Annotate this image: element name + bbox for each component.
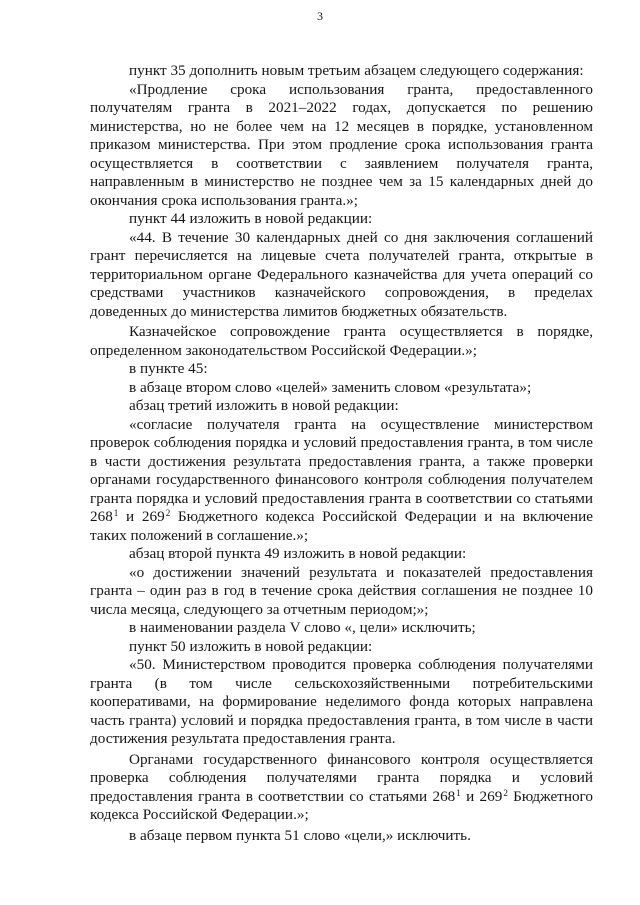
paragraph xyxy=(90,751,593,825)
paragraph: абзац третий изложить в новой редакции: xyxy=(129,397,399,414)
paragraph: пункт 35 дополнить новым третьим абзацем следующего содержания: xyxy=(129,62,584,79)
superscript: 1 xyxy=(113,508,119,518)
paragraph: в абзаце первом пункта 51 слово «цели,» исключить. xyxy=(129,826,471,844)
paragraph: «о достижении значений результата и показателей предоставления гранта – один раз в год в течение срока действия соглашения не позднее 10 числа месяца, следующего за отчетным периодом;»; xyxy=(90,563,593,618)
text-run: Бюджетного кодекса Российской Федерации.»; xyxy=(90,787,593,823)
superscript: 1 xyxy=(456,787,461,798)
paragraph: «44. В течение 30 календарных дней со дня заключения соглашений грант перечисляется на лицевые счета получателей гранта, открытые в территориальном органе Федерального казначейства для учета операций со средствами участников казначейского сопровождения, в пределах доведенных до министерства лимитов бюджетных обязательств. xyxy=(90,228,593,320)
superscript: 2 xyxy=(165,508,171,518)
paragraph: в абзаце втором слово «целей» заменить словом «результата»; xyxy=(129,378,532,396)
page-number: 3 xyxy=(317,9,323,23)
paragraph: в наименовании раздела V слово «, цели» исключить; xyxy=(129,619,476,636)
paragraph xyxy=(90,416,593,546)
superscript: 2 xyxy=(503,787,508,798)
paragraph: пункт 50 изложить в новой редакции: xyxy=(129,637,373,655)
paragraph: «Продление срока использования гранта, предоставленного получателям гранта в 2021–2022 годах, допускается по решению министерства, но не более чем на 12 месяцев в порядке, установленном приказом министерства. При этом продление срока использования гранта осуществляется в соответствии с заявлением получателя гранта, направленным в министерство не позднее чем за 15 календарных дней до окончания срока использования гранта.»; xyxy=(90,80,593,209)
text-run: Органами государственного финансового контроля осуществляется проверка соблюдения получателями гранта порядка и условий предоставления гранта в соответствии со статьями 268 xyxy=(90,750,593,805)
document-body xyxy=(90,62,593,845)
paragraph: «50. Министерством проводится проверка соблюдения получателями гранта (в том числе сельскохозяйственными потребительскими кооперативами, на формирование неделимого фонда которых направлена часть гранта) условий и порядка предоставления гранта, в том числе в части достижения результата предоставления гранта. xyxy=(90,656,593,747)
text-run: Бюджетного кодекса Российской Федерации и на включение таких положений в соглашение.»; xyxy=(90,508,593,544)
paragraph: Казначейское сопровождение гранта осуществляется в порядке, определенном законодательством Российской Федерации.»; xyxy=(90,323,593,359)
paragraph: в пункте 45: xyxy=(129,360,208,377)
text-run: «согласие получателя гранта на осуществление министерством проверок соблюдения порядка и условий предоставления гранта, в том числе в части достижения результата предоставления гранта, а также проверки органами государственного финансового контроля соблюдения получателем гранта порядка и условий предоставления гранта в соответствии со статьями 268 xyxy=(90,415,593,525)
paragraph: пункт 44 изложить в новой редакции: xyxy=(129,210,373,227)
text-run: и 269 xyxy=(118,508,165,525)
paragraph: абзац второй пункта 49 изложить в новой редакции: xyxy=(129,545,467,562)
text-run: и 269 xyxy=(460,787,503,805)
